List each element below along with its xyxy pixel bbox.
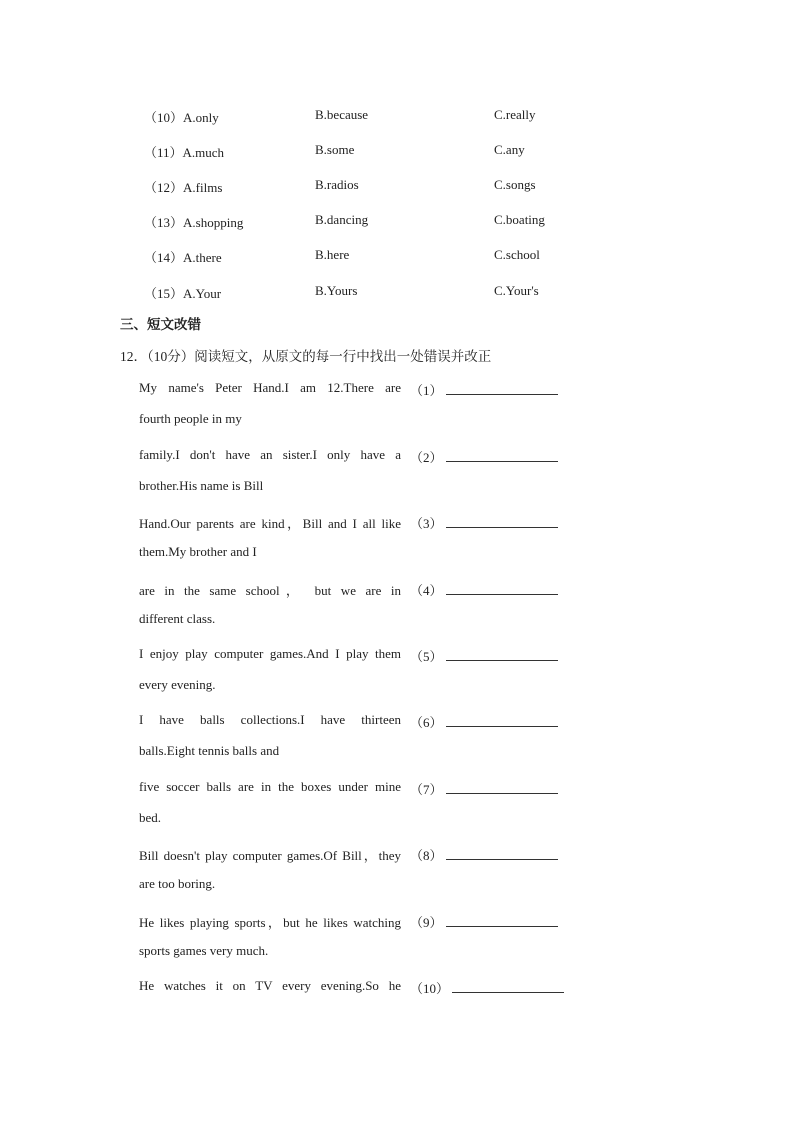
blank-number: （9） — [410, 915, 443, 930]
passage-line-continued: brother.His name is Bill — [139, 478, 264, 493]
option-c: C.boating — [494, 212, 545, 227]
answer-blank[interactable] — [446, 582, 558, 595]
blank-number: （5） — [410, 649, 443, 664]
answer-blank[interactable] — [446, 382, 558, 395]
option-c: C.really — [494, 107, 536, 122]
option-c: C.songs — [494, 177, 536, 192]
option-a: （11）A.much — [144, 145, 225, 160]
option-b: B.because — [315, 107, 369, 122]
passage-line: I enjoy play computer games.And I play them — [139, 646, 401, 661]
answer-blank[interactable] — [446, 781, 558, 794]
blank-number: （10） — [410, 981, 450, 996]
blank-number: （8） — [410, 848, 443, 863]
answer-slot — [410, 845, 558, 864]
blank-number: （2） — [410, 450, 443, 465]
option-c: C.Your's — [494, 283, 539, 298]
blank-number: （7） — [410, 782, 443, 797]
answer-slot — [410, 580, 558, 599]
answer-blank[interactable] — [446, 847, 558, 860]
option-b: B.here — [315, 247, 350, 262]
blank-number: （3） — [410, 516, 443, 531]
option-a: （10）A.only — [144, 110, 219, 125]
answer-slot — [410, 712, 558, 731]
answer-slot — [410, 380, 558, 399]
passage-line: five soccer balls are in the boxes under mine — [139, 779, 401, 794]
blank-number: （1） — [410, 383, 443, 398]
option-b: B.dancing — [315, 212, 369, 227]
option-a: （15）A.Your — [144, 286, 222, 301]
passage-line: I have balls collections.I have thirteen — [139, 712, 401, 727]
answer-blank[interactable] — [452, 980, 564, 993]
option-row — [0, 247, 794, 267]
answer-blank[interactable] — [446, 449, 558, 462]
passage-line-continued: fourth people in my — [139, 411, 242, 426]
passage-line: are in the same school， but we are in — [139, 583, 401, 598]
answer-slot — [410, 646, 558, 665]
option-row — [0, 283, 794, 303]
answer-slot — [410, 513, 558, 532]
option-b: B.radios — [315, 177, 359, 192]
answer-slot — [410, 978, 564, 997]
option-a: （13）A.shopping — [144, 215, 244, 230]
passage-line-continued: every evening. — [139, 677, 216, 692]
blank-number: （4） — [410, 583, 443, 598]
passage-line: He watches it on TV every evening.So he — [139, 978, 401, 993]
passage-line-continued: balls.Eight tennis balls and — [139, 743, 280, 758]
option-a: （12）A.films — [144, 180, 223, 195]
option-a: （14）A.there — [144, 250, 222, 265]
option-row — [0, 177, 794, 197]
answer-blank[interactable] — [446, 648, 558, 661]
section-title: 三、短文改错 — [120, 317, 201, 333]
passage-line-continued: sports games very much. — [139, 943, 269, 958]
passage-line-continued: different class. — [139, 611, 216, 626]
option-c: C.school — [494, 247, 540, 262]
answer-slot — [410, 779, 558, 798]
answer-blank[interactable] — [446, 914, 558, 927]
answer-blank[interactable] — [446, 714, 558, 727]
passage-line: My name's Peter Hand.I am 12.There are — [139, 380, 401, 395]
option-row — [0, 107, 794, 127]
passage-line: Bill doesn't play computer games.Of Bill，they — [139, 848, 401, 863]
answer-slot — [410, 912, 558, 931]
passage-line-continued: are too boring. — [139, 876, 216, 891]
passage-line-continued: bed. — [139, 810, 162, 825]
answer-blank[interactable] — [446, 515, 558, 528]
passage-line: He likes playing sports，but he likes watching — [139, 915, 401, 930]
passage-line-continued: them.My brother and I — [139, 544, 257, 559]
option-b: B.some — [315, 142, 355, 157]
option-c: C.any — [494, 142, 525, 157]
option-row — [0, 212, 794, 232]
option-b: B.Yours — [315, 283, 358, 298]
passage-line: Hand.Our parents are kind，Bill and I all like — [139, 516, 401, 531]
question-header: 12．（10分）阅读短文，从原文的每一行中找出一处错误并改正 — [120, 349, 492, 364]
option-row — [0, 142, 794, 162]
answer-slot — [410, 447, 558, 466]
blank-number: （6） — [410, 715, 443, 730]
passage-line: family.I don't have an sister.I only have a — [139, 447, 401, 462]
